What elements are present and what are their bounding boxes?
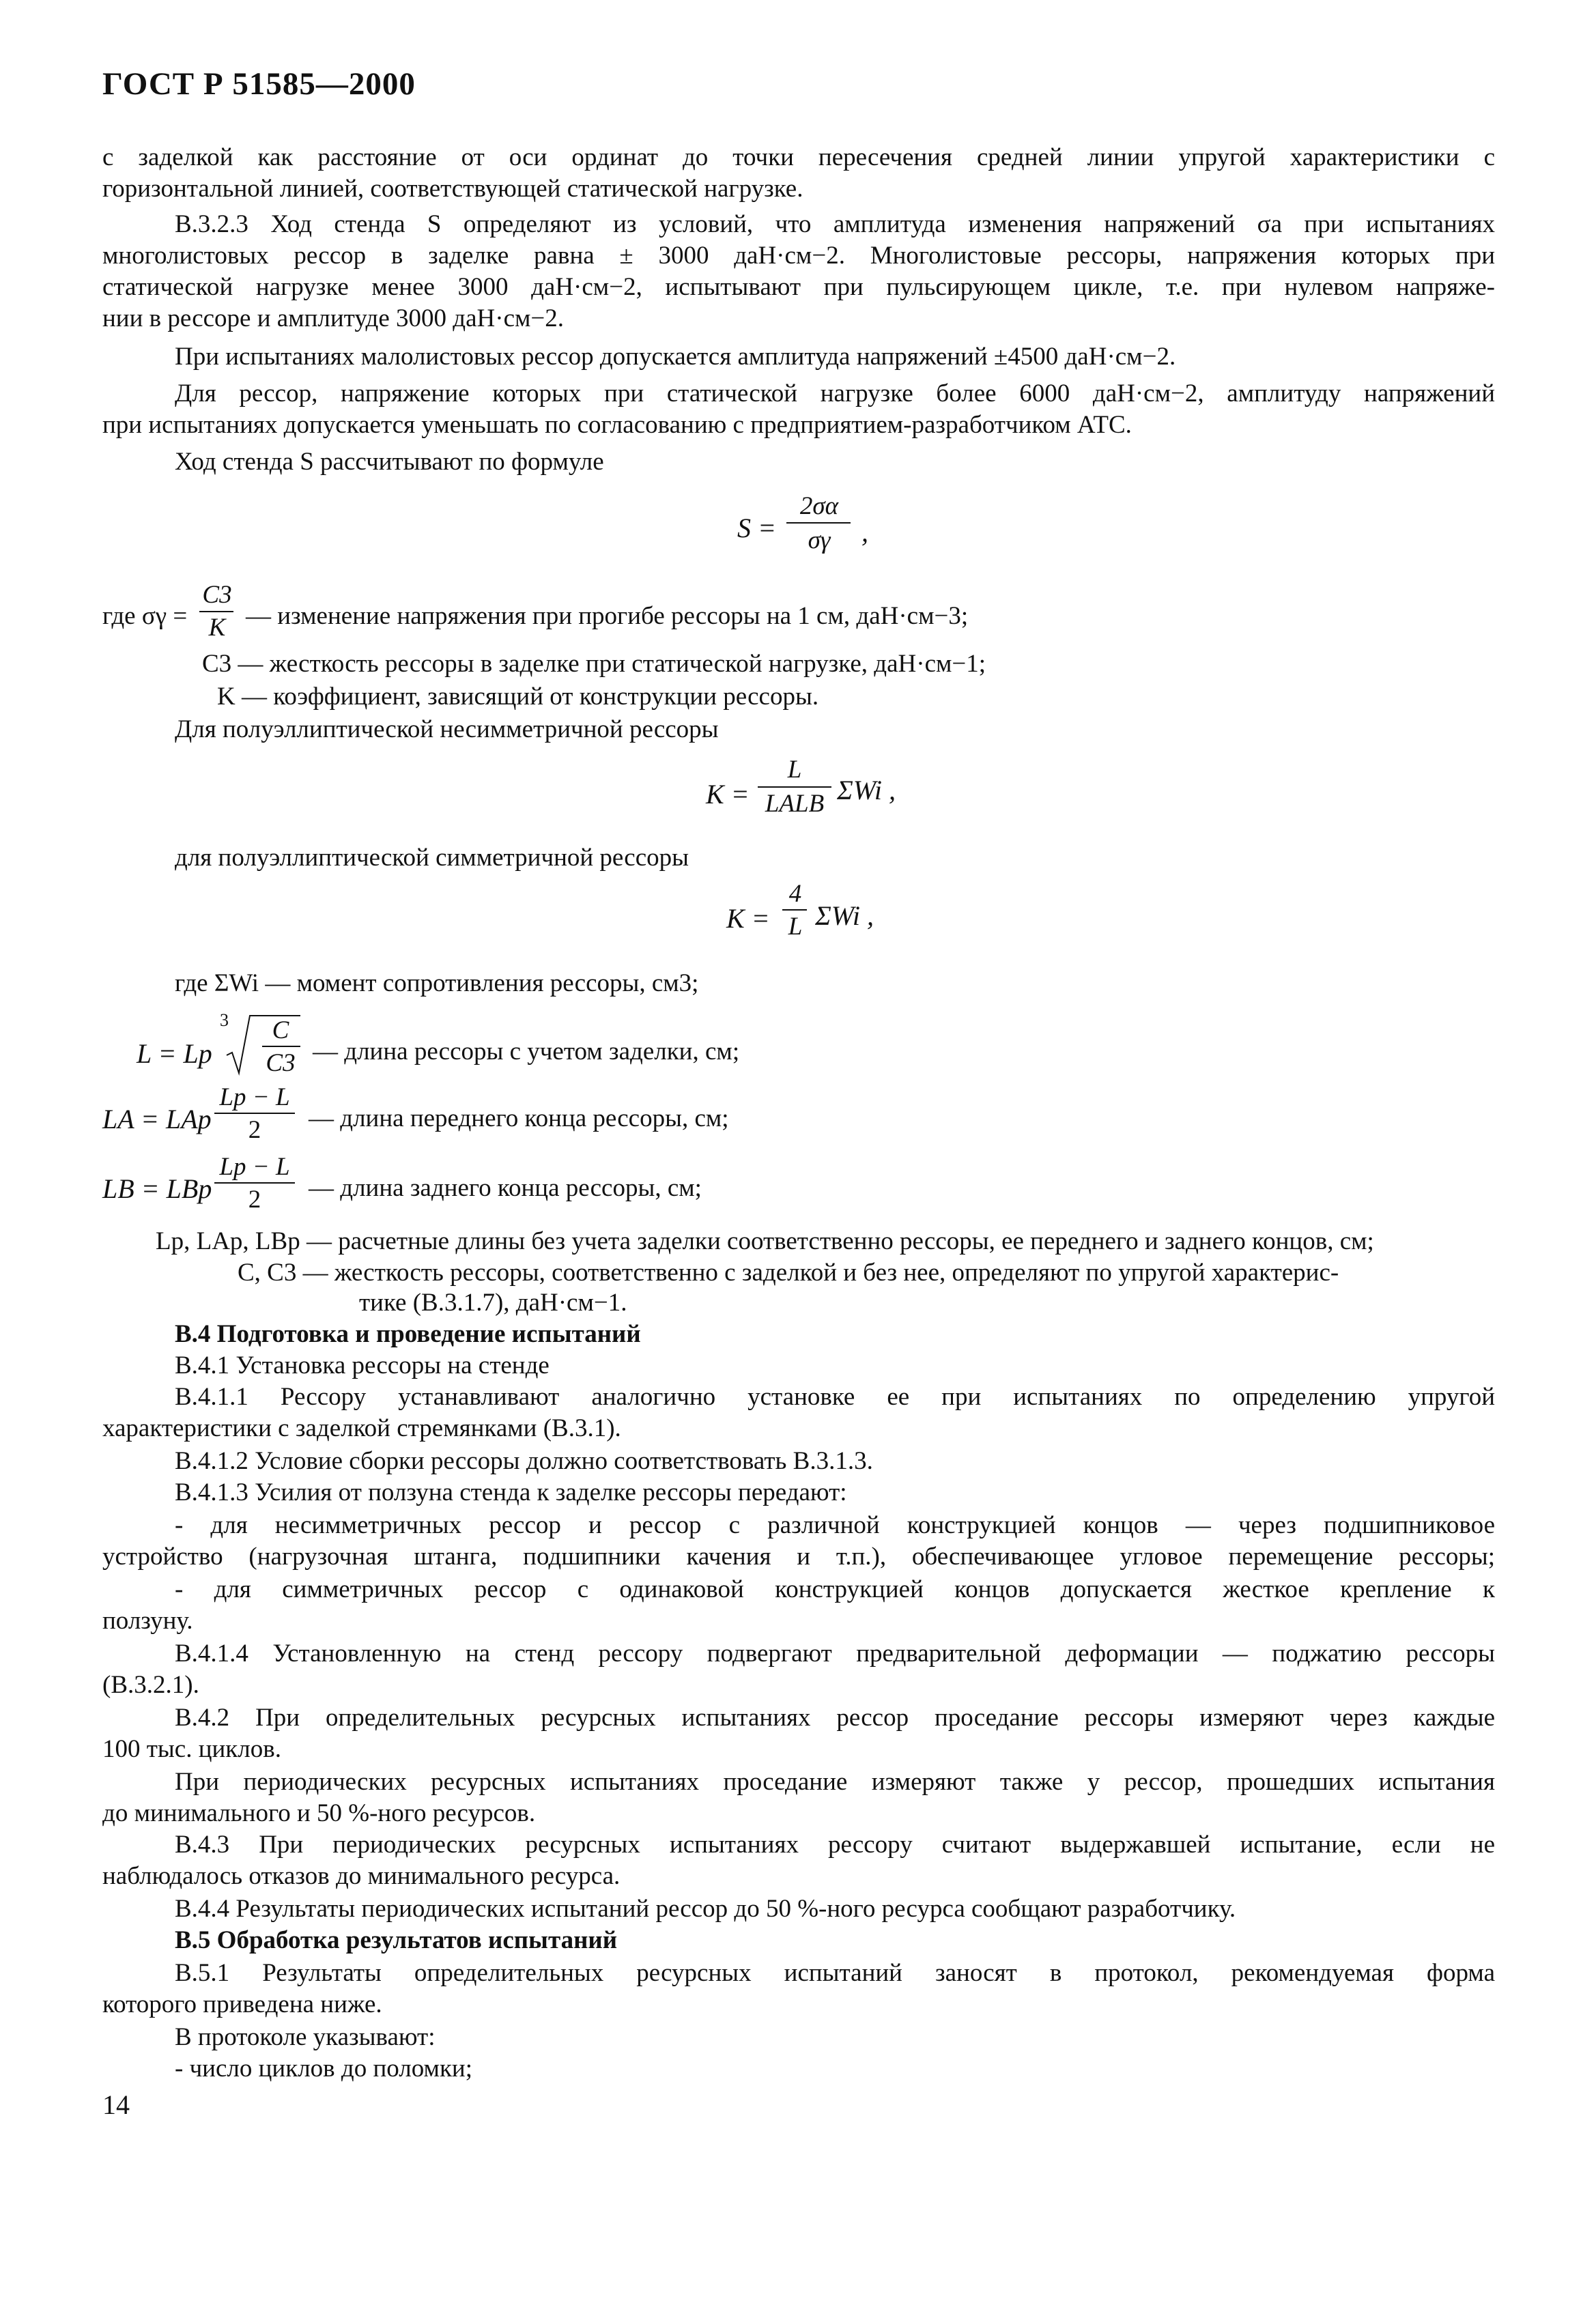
fraction-bar	[786, 522, 851, 524]
paragraph-line: В.4.3 При периодических ресурсных испытаниях рессору считают выдержавшей испытание, если не	[175, 1831, 1495, 1859]
page-number: 14	[102, 2089, 130, 2120]
subsection-heading: В.4.1 Установка рессоры на стенде	[175, 1351, 550, 1379]
paragraph-line: В.4.1.4 Установленную на стенд рессору подвергают предварительной деформации — поджатию рессоры	[175, 1640, 1495, 1668]
formula-tail: ΣWi ,	[837, 775, 896, 805]
paragraph-line: (В.3.2.1).	[102, 1671, 199, 1699]
paragraph-line: В.4.1.2 Условие сборки рессоры должно соответствовать В.3.1.3.	[175, 1447, 873, 1475]
paragraph-line: В.4.1.1 Рессору устанавливают аналогично установке ее при испытаниях по определению упругой	[175, 1383, 1495, 1411]
fraction-bar	[199, 611, 233, 612]
formula-denominator: C3	[266, 1049, 296, 1077]
paragraph-line: до минимального и 50 %-ного ресурсов.	[102, 1799, 536, 1827]
paragraph-line: для полуэллиптической симметричной рессоры	[175, 844, 689, 872]
paragraph-line: При испытаниях малолистовых рессор допускается амплитуда напряжений ±4500 даН·см−2.	[175, 343, 1176, 371]
definition-line: C3 — жесткость рессоры в заделке при статической нагрузке, даН·см−1;	[202, 650, 986, 678]
formula-numerator: C	[272, 1016, 289, 1044]
root-index: 3	[220, 1010, 229, 1030]
paragraph-line: наблюдалось отказов до минимального ресурса.	[102, 1862, 621, 1890]
definition-text: — длина заднего конца рессоры, см;	[309, 1174, 702, 1202]
formula-numerator: Lp − L	[219, 1083, 290, 1111]
paragraph-line: при испытаниях допускается уменьшать по согласованию с предприятием-разработчиком АТС.	[102, 411, 1132, 439]
list-item: - число циклов до поломки;	[175, 2055, 472, 2083]
formula-numerator: 4	[788, 880, 802, 908]
paragraph-line: В.4.2 При определительных ресурсных испытаниях рессор проседание рессоры измеряют через каждые	[175, 1704, 1495, 1732]
formula-numerator: C3	[202, 581, 232, 609]
paragraph-line: В протоколе указывают:	[175, 2023, 436, 2051]
fraction-bar	[214, 1113, 295, 1114]
section-heading: В.5 Обработка результатов испытаний	[175, 1926, 618, 1954]
formula-lhs: LB = LBp	[102, 1173, 212, 1204]
paragraph-line: многолистовых рессор в заделке равна ± 3000 даН·см−2. Многолистовые рессоры, напряжения которых при	[102, 242, 1495, 270]
formula-lhs: L = Lp	[137, 1038, 212, 1069]
definition-line: где ΣWi — момент сопротивления рессоры, см3;	[175, 969, 699, 997]
formula-denominator: 2	[248, 1116, 261, 1144]
formula-lhs: K =	[726, 903, 770, 934]
definition-line: Lp, LAp, LBp — расчетные длины без учета заделки соответственно рессоры, ее переднего и заднего концов, см;	[156, 1227, 1374, 1255]
formula-denominator: σγ	[808, 526, 831, 554]
formula-lhs: K =	[706, 779, 750, 810]
definition-prefix: где σγ =	[102, 602, 188, 630]
formula-numerator: Lp − L	[219, 1153, 290, 1181]
fraction-bar	[214, 1182, 295, 1184]
paragraph-line: В.4.1.3 Усилия от ползуна стенда к заделке рессоры передают:	[175, 1478, 847, 1506]
paragraph-line: В.4.4 Результаты периодических испытаний рессор до 50 %-ного ресурса сообщают разработчику.	[175, 1895, 1236, 1923]
definition-line: K — коэффициент, зависящий от конструкции рессоры.	[217, 683, 819, 711]
paragraph-line: При периодических ресурсных испытаниях проседание измеряют также у рессор, прошедших испытания	[175, 1768, 1495, 1796]
formula-denominator: 2	[248, 1186, 261, 1214]
paragraph-line: с заделкой как расстояние от оси ординат до точки пересечения средней линии упругой характеристики с	[102, 143, 1495, 171]
formula-lhs: S =	[737, 513, 776, 543]
list-item: устройство (нагрузочная штанга, подшипники качения и т.п.), обеспечивающее угловое перемещение рессоры;	[102, 1543, 1495, 1571]
list-item: - для симметричных рессор с одинаковой конструкцией концов допускается жесткое крепление к	[175, 1575, 1495, 1603]
paragraph-line: нии в рессоре и амплитуде 3000 даН·см−2.	[102, 304, 565, 332]
definition-text: — изменение напряжения при прогибе рессоры на 1 см, даН·см−3;	[246, 602, 969, 630]
formula-denominator: LALB	[765, 790, 825, 818]
definition-line: C, C3 — жесткость рессоры, соответственно с заделкой и без нее, определяют по упругой характерис-	[238, 1259, 1339, 1287]
paragraph-line: В.5.1 Результаты определительных ресурсных испытаний заносят в протокол, рекомендуемая форма	[175, 1959, 1495, 1987]
fraction-bar	[758, 786, 831, 788]
formula-denominator: L	[788, 913, 803, 941]
paragraph-line: Для полуэллиптической несимметричной рессоры	[175, 715, 719, 743]
formula-numerator: L	[787, 756, 802, 784]
formula-tail: ,	[861, 517, 868, 547]
paragraph-line: которого приведена ниже.	[102, 1990, 382, 2018]
list-item: ползуну.	[102, 1607, 193, 1635]
paragraph-line: статической нагрузке менее 3000 даН·см−2, испытывают при пульсирующем цикле, т.е. при нулевом напряже-	[102, 273, 1495, 301]
definition-text: — длина рессоры с учетом заделки, см;	[313, 1038, 740, 1065]
paragraph-line: В.3.2.3 Ход стенда S определяют из условий, что амплитуда изменения напряжений σa при испытаниях	[175, 210, 1495, 238]
formula-numerator: 2σα	[799, 492, 839, 520]
paragraph-line: 100 тыс. циклов.	[102, 1735, 281, 1763]
paragraph-line: горизонтальной линией, соответствующей статической нагрузке.	[102, 175, 803, 203]
paragraph-line: характеристики с заделкой стремянками (В.3.1).	[102, 1414, 621, 1442]
formula-denominator: K	[208, 614, 226, 642]
section-heading: В.4 Подготовка и проведение испытаний	[175, 1320, 641, 1348]
document-header: ГОСТ Р 51585—2000	[102, 66, 416, 102]
definition-text: — длина переднего конца рессоры, см;	[309, 1104, 729, 1132]
paragraph-line: Для рессор, напряжение которых при статической нагрузке более 6000 даН·см−2, амплитуду напряжений	[175, 380, 1495, 407]
fraction-bar	[782, 909, 807, 911]
formula-lhs: LA = LAp	[102, 1104, 212, 1134]
fraction-bar	[262, 1046, 300, 1047]
paragraph-line: Ход стенда S рассчитывают по формуле	[175, 448, 604, 476]
list-item: - для несимметричных рессор и рессор с различной конструкцией концов — через подшипниковое	[175, 1511, 1495, 1539]
formula-tail: ΣWi ,	[815, 900, 874, 931]
definition-line: тике (В.3.1.7), даН·см−1.	[359, 1289, 627, 1317]
